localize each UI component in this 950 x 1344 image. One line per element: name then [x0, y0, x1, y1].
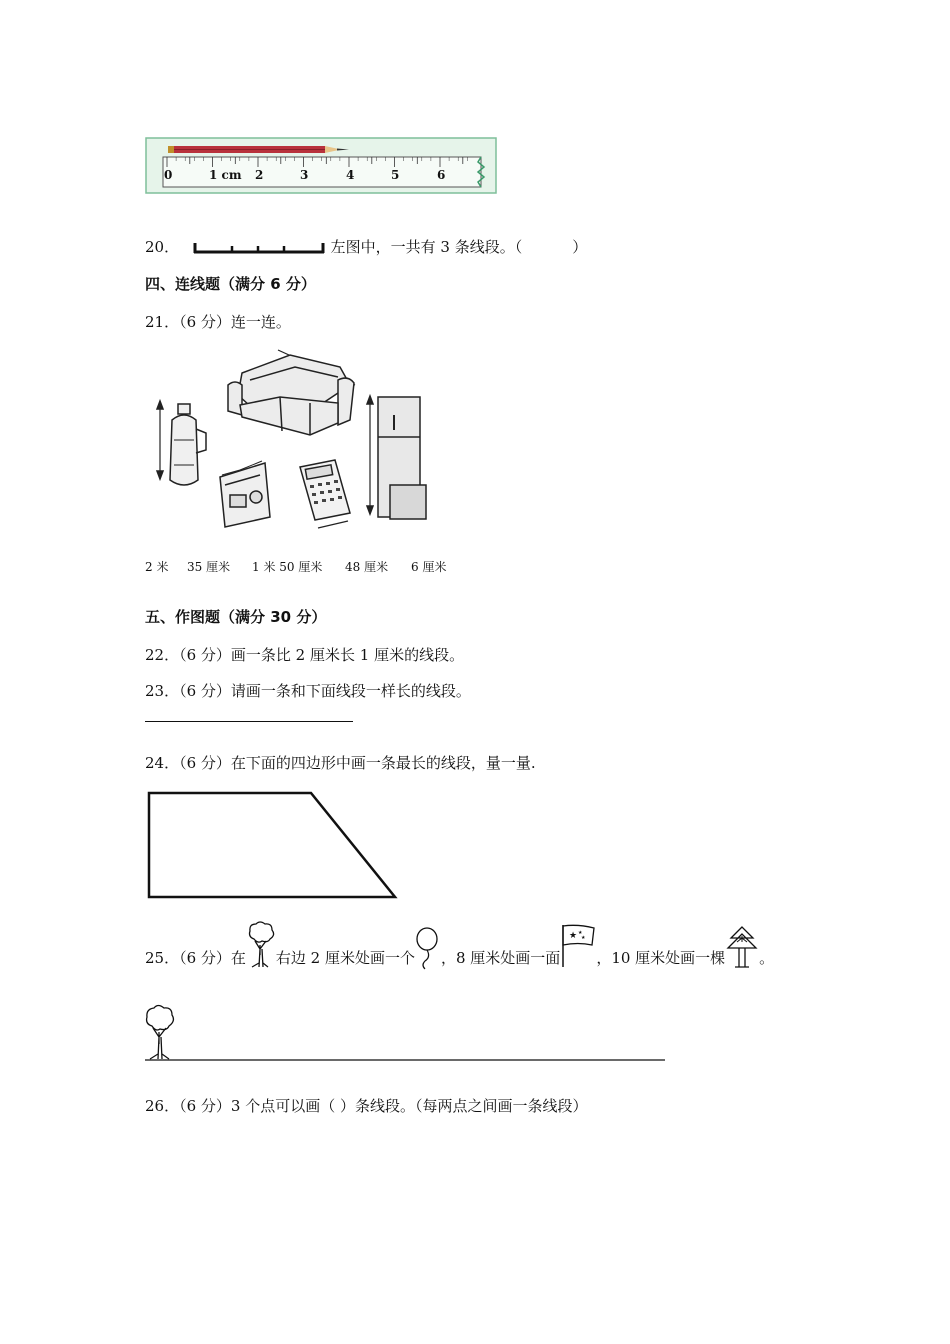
question-text: ，8 厘米处画一面 [441, 949, 561, 967]
unit-label: 48 厘米 [345, 560, 389, 574]
unit-label: 2 米 [145, 560, 169, 574]
question-number: 22． [145, 646, 180, 664]
question-number: 20． [145, 238, 180, 256]
question-text: （6 分）连一连。 [179, 313, 291, 331]
tree-icon [246, 949, 276, 969]
question-number: 26． [145, 1097, 180, 1115]
close-paren: ） [572, 238, 588, 256]
question-22 [145, 645, 464, 665]
unit-label: 6 厘米 [411, 560, 447, 574]
unit-label: 1 米 50 厘米 [252, 560, 323, 574]
fridge-icon [367, 396, 426, 519]
segment-figure [184, 241, 326, 255]
section-title: 四、连线题（满分 6 分） [145, 275, 316, 293]
question-text: （6 分）3 个点可以画（ ）条线段。（每两点之间画一条线段） [179, 1097, 588, 1115]
ruler-label: 1 cm [209, 168, 242, 182]
question-text: 左图中，一共有 3 条线段。（ [330, 238, 523, 256]
ruler-label: 0 [164, 168, 173, 182]
flag-icon [560, 930, 596, 969]
question-text: ，10 厘米处画一棵 [596, 949, 726, 967]
question-number: 21． [145, 313, 180, 331]
question-20 [145, 237, 587, 257]
svg-text:★: ★ [569, 931, 578, 941]
bottle-icon [157, 401, 206, 485]
question-number: 24． [145, 754, 180, 772]
reference-segment [145, 721, 353, 722]
question-number: 23． [145, 682, 180, 700]
question-text: （6 分）在 [179, 949, 246, 967]
question-text: （6 分）在下面的四边形中画一条最长的线段，量一量. [179, 754, 536, 772]
question-number: 25． [145, 949, 180, 967]
tree-icon [147, 1006, 174, 1060]
ruler-label: 6 [437, 168, 446, 182]
unit-label: 35 厘米 [187, 560, 231, 574]
question-24 [145, 753, 536, 773]
question-26 [145, 1096, 588, 1116]
ruler-label: 2 [255, 168, 264, 182]
ruler-label: 4 [346, 168, 355, 182]
svg-text:★: ★ [581, 935, 586, 941]
matching-figure [150, 345, 440, 530]
question-text: 。 [759, 949, 775, 967]
ruler-label: 5 [391, 168, 400, 182]
question-21 [145, 312, 291, 332]
question-23 [145, 681, 471, 701]
ruler-with-pencil [145, 137, 503, 194]
drawing-line-with-tree[interactable] [143, 1004, 668, 1062]
balloon-icon [415, 949, 441, 969]
ruler-figure [145, 137, 503, 194]
question-text: （6 分）画一条比 2 厘米长 1 厘米的线段。 [179, 646, 465, 664]
pine-tree-icon [725, 949, 759, 969]
calculator-icon [300, 460, 350, 528]
svg-text:★: ★ [578, 930, 583, 936]
question-text: （6 分）请画一条和下面线段一样长的线段。 [179, 682, 471, 700]
radio-icon [220, 461, 270, 527]
question-text: 右边 2 厘米处画一个 [275, 949, 415, 967]
question-25 [145, 930, 775, 969]
sofa-icon [228, 350, 355, 435]
section-title: 五、作图题（满分 30 分） [145, 608, 327, 626]
quadrilateral[interactable] [145, 790, 405, 905]
ruler-label: 3 [300, 168, 309, 182]
